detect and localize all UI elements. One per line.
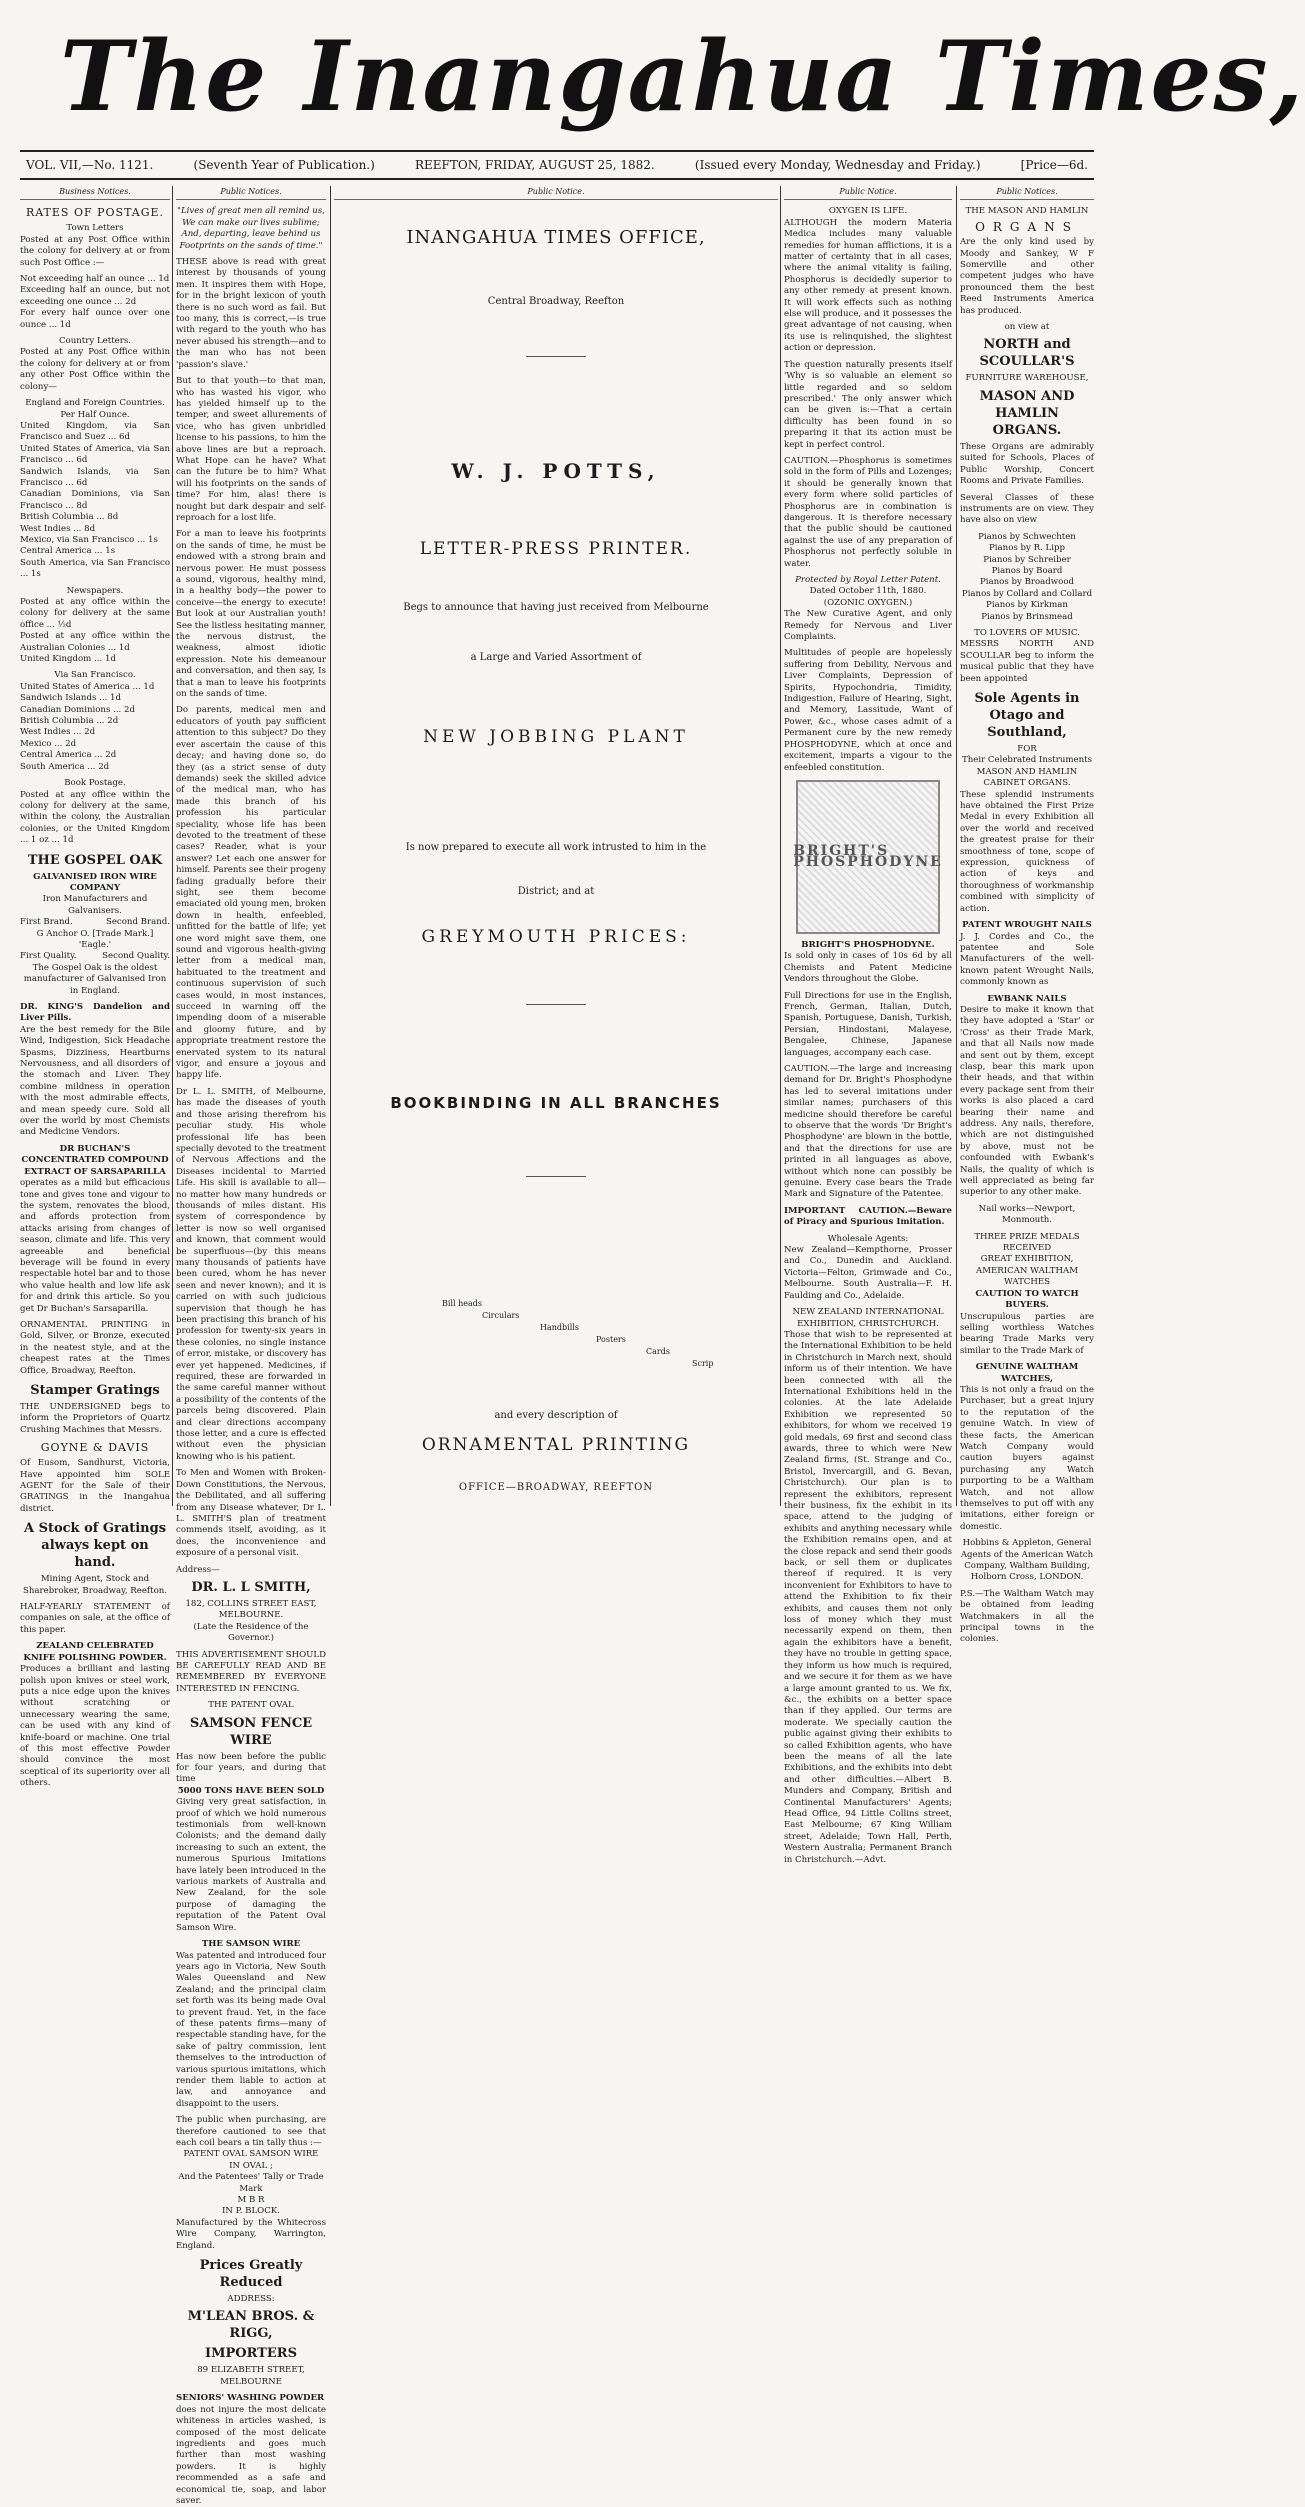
bookbinding-heading: BOOKBINDING IN ALL BRANCHES xyxy=(390,1094,722,1112)
ad-name: GENUINE WALTHAM WATCHES, xyxy=(975,1362,1079,1384)
paragraph: MESSRS NORTH AND SCOULLAR beg to inform the musical public that they have been appointed xyxy=(960,639,1094,684)
paragraph: These Organs are admirably suited for Schools, Places of Public Worship, Concert Rooms and Private Families. xyxy=(960,441,1094,487)
ad-title: THREE PRIZE MEDALS RECEIVED xyxy=(974,1231,1080,1254)
divider xyxy=(526,356,586,357)
issue-date: REEFTON, FRIDAY, AUGUST 25, 1882. xyxy=(414,158,655,172)
service-item: Bill heads xyxy=(442,1299,482,1308)
paragraph: The New Curative Agent, and only Remedy for Nervous and Liver Complaints. xyxy=(784,609,952,643)
ad-title: PATENT WROUGHT NAILS xyxy=(962,920,1092,931)
rate-row: Mexico ... 2d xyxy=(20,738,77,749)
ad-highlight: Sole Agents in Otago and Southland, xyxy=(974,691,1080,740)
divider xyxy=(526,1176,586,1177)
paragraph: New Zealand—Kempthorne, Prosser and Co., Dunedin and Auckland. Victoria—Felton, Grimwade and Co., Melbourne. South Australia—F. H. Faulding and Co., Adelaide. xyxy=(784,1245,952,1301)
column-phosphodyne xyxy=(784,186,952,1865)
column-rule xyxy=(172,186,173,1506)
dateline-bar xyxy=(20,150,1094,180)
rate-row: Canadian Dominions ... 2d xyxy=(20,704,135,715)
paragraph: Was patented and introduced four years ago in Victoria, New South Wales Queensland and New Zealand; and the principal claim set forth was its being made Oval to prevent fraud. Yet, in the face of these patents firms—many of respectable standing have, for the sake of paltry commission, lent themselves to the introduction of various spurious imitations, which render them liable to action at law, and annoyance and disappoint to the users. xyxy=(176,1950,326,2109)
paragraph: For a man to leave his footprints on the sands of time, he must be endowed with a strong brain and nervous power. He must possess a sound, vigorous, healthy mind, in a healthy body—the power to conceive—the energy to execute! But look at our Australian youth! See the listless hesitating manner, the nervous distrust, the weakness, almost idiotic expression. Note his demeanour and conversation, and then say, Is that a man to leave his footprints on the sands of time. xyxy=(176,529,326,700)
ad-name: GOYNE & DAVIS xyxy=(40,1441,150,1455)
piano-item: Pianos by R. Lipp xyxy=(989,543,1065,554)
rate-row: West Indies ... 2d xyxy=(20,727,96,738)
ad-name: NORTH and SCOULLAR'S xyxy=(979,337,1075,370)
issue-schedule: (Issued every Monday, Wednesday and Friday.) xyxy=(694,158,981,172)
column-public-notices xyxy=(176,186,326,2506)
paragraph: The Gospel Oak is the oldest manufacturer of Galvanised Iron in England. xyxy=(23,962,167,996)
paragraph: The public when purchasing, are therefore cautioned to see that each coil bears a tin tally thus :— xyxy=(176,2115,326,2148)
paragraph: THE UNDERSIGNED begs to inform the Proprietors of Quartz Crushing Machines that Messrs. xyxy=(20,1402,170,1435)
subheading: Via San Francisco. xyxy=(54,670,136,681)
column-header: Public Notice. xyxy=(334,186,778,200)
rate-row: Not exceeding half an ounce ... 1d xyxy=(20,274,170,285)
column-organs xyxy=(960,186,1094,1645)
tally-line: M B R xyxy=(237,2195,265,2206)
paragraph: THESE above is read with great interest by thousands of young men. It inspires them with Hope, for in the bright lexicon of youth there is no such word as fail. But too many, this is correct,—is true with regard to the youth who has never abused his strength—and to the man who has not been 'passion's slave.' xyxy=(176,257,326,370)
column-business-notices xyxy=(20,186,170,1789)
rate-row: United States of America ... 1d xyxy=(20,681,155,692)
paragraph: Do parents, medical men and educators of youth pay sufficient attention to this subject? Do they ever ascertain the cause of this decay; and having done so, do they (as a strict sense of duty demands) seek the skilled advice of the medical man, who has made this branch of his profession his particular speciality, whose life has been devoted to the treatment of these cases? Reader, what is your answer? Let each one answer for himself. Parents see their progeny fading gradually before their sight, see them become emaciated old young men, broken down in health, enfeebled, unfitted for the battle of life; yet one word might save them, one sound and vigorous health-giving letter from a medical man, habituated to the treatment and continuous supervision of such cases would, in most instances, succeed in warning off the impending doom of a miserable and gloomy future, and by appropriate treatment restore the enervated system to its natural vigor, and ensure a joyous and happy life. xyxy=(176,705,326,1081)
ad-highlight: Prices Greatly Reduced xyxy=(199,2258,303,2291)
column-header: Public Notices. xyxy=(176,186,326,200)
ad-title: NEW ZEALAND INTERNATIONAL EXHIBITION, CHRISTCHURCH. xyxy=(792,1307,944,1329)
piano-item: Pianos by Schwechten xyxy=(978,531,1076,542)
paragraph: Posted at any office within the colony for delivery at the same, within the colony, the Australian colonies, or the United Kingdom ... 1 oz ... 1d xyxy=(20,789,170,846)
publication-year: (Seventh Year of Publication.) xyxy=(193,158,375,172)
announcement: Begs to announce that having just received from Melbourne xyxy=(403,602,709,613)
ad-title: THE SAMSON WIRE xyxy=(201,1939,301,1950)
ad-subtitle: FURNITURE WAREHOUSE, xyxy=(965,373,1089,384)
ad-title: Stamper Gratings xyxy=(30,1383,160,1398)
ad-name: M'LEAN BROS. & RIGG, xyxy=(187,2309,315,2342)
rate-row: South America ... 2d xyxy=(20,761,110,772)
column-rule xyxy=(780,186,781,1506)
ad-title: AMERICAN WALTHAM WATCHES xyxy=(975,1265,1079,1288)
paragraph: The question naturally presents itself 'Why is so valuable an element so little regarded and so seldom prescribed.' The only answer which can be given is:—That a certain difficulty has been found in so preparing it that its action must be kept in perfect control. xyxy=(784,359,952,450)
paragraph: Those that wish to be represented at the International Exhibition to be held in Christchurch in March next, should inform us of their intention. We have been connected with all the International Exhibitions held in the colonies. At the late Adelaide Exhibition we represented 50 exhibitors, for whom we received 19 gold medals, 69 first and second class awards, three to which were New Zealand firms, (St. Strange and Co., Bristol, Invercargill, and G. Bevan, Christchurch). Our plan is to represent the exhibitors, represent their business, fix the exhibit in its space, attend to the judging of exhibits and anything necessary while the Exhibition remains open, and at the close repack and send their goods back, or sell them or duplicates thereof if required. It is very inconvenient for Exhibitors to have to attend the Exhibition to fix their exhibits, and causes them not only loss of money which they must necessarily expend on them, then again the exhibitors have a benefit, they have no trouble in getting space, they inform us how much is required, and we secure it for them as we have a large amount granted to us. We fix, &c., the exhibits on a better space than if they applied. Our terms are moderate. We specially caution the public against giving their exhibits to so called Exhibition agents, who have been the means of all the late Exhibitions, and the exhibits into debt and other difficulties.—Albert B. Munders and Company, British and Continental Manufacturers' Agents; Head Office, 94 Little Collins street, East Melbourne; 67 King William street, Adelaide; Town Hall, Perth, Western Australia; Permanent Branch in Christchurch.—Advt. xyxy=(784,1329,952,1865)
patent-subtitle: (OZONIC OXYGEN.) xyxy=(823,597,913,608)
paragraph: Is sold only in cases of 10s 6d by all Chemists and Patent Medicine Vendors throughout the Globe. xyxy=(784,951,952,985)
address-label: ADDRESS: xyxy=(227,2294,275,2305)
office-heading: INANGAHUA TIMES OFFICE, xyxy=(406,227,706,248)
rate-row: United Kingdom, via San Francisco and Suez ... 6d xyxy=(20,420,170,443)
volume-number: VOL. VII,—No. 1121. xyxy=(26,158,154,172)
quality-label: First Quality. xyxy=(20,951,77,962)
rate-row: West Indies ... 8d xyxy=(20,523,96,534)
column-header: Public Notice. xyxy=(784,186,952,200)
column-rule xyxy=(956,186,957,1506)
ad-title: MASON AND HAMLIN ORGANS. xyxy=(979,388,1075,438)
announcement: a Large and Varied Assortment of xyxy=(470,652,642,663)
service-item: Circulars xyxy=(482,1311,520,1320)
paragraph: Desire to make it known that they have adopted a 'Star' or 'Cross' as their Trade Mark, and that all Nails now made and sent out by them, except clasp, bear this mark upon their heads, and that within every package sent from their works is also placed a card bearing their name and address. Any nails, therefore, which are not distinguished by above, must not be confounded with Ewbank's Nails, the quality of which is well appreciated as being far superior to any other make. xyxy=(960,1004,1094,1198)
divider xyxy=(526,1004,586,1005)
rate-row: Posted at any office within the colony for delivery at the same office ... ½d xyxy=(20,597,170,630)
paragraph: Produces a brilliant and lasting polish upon knives or steel work, puts a nice edge upon the knives without scratching or unnecessary wearing the same, can be used with any kind of knife-board or machine. One trial of this most effective Powder should convince the most sceptical of its superiority over all others. xyxy=(20,1664,170,1789)
masthead-title: The Inangahua Times, xyxy=(60,20,1305,133)
paragraph: Posted at any Post Office within the colony for delivery at or from any other Post Office within the colony— xyxy=(20,347,170,392)
tally-line: IN OVAL ; xyxy=(229,2160,273,2171)
ad-subtitle: GREAT EXHIBITION, xyxy=(980,1254,1074,1265)
paragraph: does not injure the most delicate whiteness in articles washed, is composed of the most delicate ingredients and goes much further than most washing powders. It is highly recommended as a safe and economical tie, soap, and labor saver. xyxy=(176,2404,326,2506)
announcement: Is now prepared to execute all work intrusted to him in the xyxy=(405,842,707,853)
ad-title: TO LOVERS OF MUSIC. xyxy=(974,627,1080,638)
paragraph: Unscrupulous parties are selling worthless Watches bearing Trade Marks very similar to the Trade Mark of xyxy=(960,1311,1094,1356)
postage-title: RATES OF POSTAGE. xyxy=(25,206,165,220)
rate-row: British Columbia ... 8d xyxy=(20,512,119,523)
paragraph: Mining Agent, Stock and Sharebroker, Broadway, Reefton. xyxy=(22,1574,168,1596)
rate-row: Sandwich Islands, via San Francisco ... 6d xyxy=(20,466,170,488)
paragraph: HALF-YEARLY STATEMENT of companies on sale, at the office of this paper. xyxy=(20,1602,170,1635)
printer-name: W. J. POTTS, xyxy=(451,459,661,483)
service-item: Posters xyxy=(596,1335,626,1344)
paragraph: These splendid instruments have obtained the First Prize Medal in every Exhibition all over the world and received the greatest praise for their smoothness of tone, scope of expression, quickness of action of keys and thoroughness of workmanship combined with simplicity of action. xyxy=(960,789,1094,914)
column-rule xyxy=(330,186,331,1506)
service-item: Scrip xyxy=(692,1359,714,1368)
paragraph: Are the only kind used by Moody and Sankey, W F Somerville and other competent judges who have pronounced them the best Reed Instruments America has produced. xyxy=(960,237,1094,316)
piano-item: Pianos by Broadwood xyxy=(979,577,1075,588)
rate-row: British Columbia ... 2d xyxy=(20,716,119,727)
price: [Price—6d. xyxy=(1020,158,1088,172)
ad-title: DR BUCHAN'S CONCENTRATED COMPOUND EXTRACT OF SARSAPARILLA xyxy=(21,1143,169,1177)
rate-row: Mexico, via San Francisco ... 1s xyxy=(20,534,158,545)
note: Nail works—Newport, Monmouth. xyxy=(978,1203,1076,1226)
office-location: Central Broadway, Reefton xyxy=(487,296,625,307)
address-label: Address— xyxy=(176,1564,220,1575)
note: (Late the Residence of the Governor.) xyxy=(193,1621,309,1644)
quality-label: Second Quality. xyxy=(102,951,170,962)
ad-title: ZEALAND CELEBRATED KNIFE POLISHING POWDER. xyxy=(23,1641,167,1663)
rate-row: Posted at any office within the Australian Colonies ... 1d xyxy=(20,631,170,653)
paragraph: Has now been before the public for four years, and during that time xyxy=(176,1751,326,1785)
ornamental-heading: ORNAMENTAL PRINTING xyxy=(421,1435,691,1455)
ad-title: SENIORS' WASHING POWDER xyxy=(176,2393,325,2404)
rate-row: Central America ... 1s xyxy=(20,546,116,557)
rate-row: United States of America, via San Francisco ... 6d xyxy=(20,443,170,466)
paragraph: operates as a mild but efficacious tone and gives tone and vigour to the system, renovates the blood, and affords protection from attacks arising from changes of season, climate and life. This very agreeable and beneficial beverage will be found in every respectable hotel bar and to those who value health and low life ask for and drink this article. So you get Dr Buchan's Sarsaparilla. xyxy=(20,1178,170,1314)
ad-subtitle: THE PATENT OVAL xyxy=(208,1700,294,1711)
rate-row: Central America ... 2d xyxy=(20,750,117,761)
ad-subtitle: Their Celebrated Instruments xyxy=(961,755,1092,766)
piano-item: Pianos by Collard and Collard xyxy=(961,588,1093,599)
brand-label: First Brand. xyxy=(20,917,73,928)
ad-name: EWBANK NAILS xyxy=(987,993,1067,1004)
ad-highlight: 5000 TONS HAVE BEEN SOLD xyxy=(177,1785,325,1796)
piano-item: Pianos by Board xyxy=(991,565,1063,576)
ad-title: SAMSON FENCE WIRE xyxy=(189,1715,313,1748)
subheading: Book Postage. xyxy=(64,778,126,789)
subheading: England and Foreign Countries. xyxy=(25,398,165,409)
paragraph: Dr L. L. SMITH, of Melbourne, has made the diseases of youth and those arising therefrom his peculiar study. His whole professional life has been specially devoted to the treatment of Nervous Affections and the Diseases incidental to Married Life. His skill is available to all—no matter how many hundreds or thousands of miles distant. His system of correspondence by letter is now so well organised and known, that comment would be superfluous—(by this means many thousands of patients have been cured, whom he has never seen and never known); and it is carried on with such judicious supervision that though he has been practising this branch of his profession for twenty-six years in these colonies, no single instance of error, mistake, or discovery has ever yet happened. Medicines, if required, these are forwarded in the same careful manner without a possibility of the contents of the parcels being discovered. Plain and clear directions accompany those letter, and a cure is effected without even the physician knowing who is his patient. xyxy=(176,1086,326,1462)
tally-line: IN P. BLOCK. xyxy=(222,2206,280,2217)
office-footer: OFFICE—BROADWAY, REEFTON xyxy=(458,1482,654,1493)
paragraph: To Men and Women with Broken-Down Constitutions, the Nervous, the Debilitated, and all suffering from any Disease whatever, Dr L. L. SMITH'S plan of treatment commends itself, avoiding, as it does, the inconvenience and exposure of a personal visit. xyxy=(176,1468,326,1559)
rate-row: Exceeding half an ounce, but not exceeding one ounce ... 2d xyxy=(20,285,170,307)
paragraph: This is not only a fraud on the Purchaser, but a great injury to the reputation of the genuine Watch. In view of these facts, the American Watch Company would caution buyers against purchasing any Watch purporting to be a Waltham Watch, and not allow themselves to put off with any imitations, either foreign or domestic. xyxy=(960,1384,1094,1532)
ad-title: ORGANS xyxy=(975,219,1079,234)
rate-row: For every half ounce over one ounce ... 1d xyxy=(20,308,170,330)
piano-item: Pianos by Brinsmead xyxy=(981,611,1073,622)
address: 89 ELIZABETH STREET, MELBOURNE xyxy=(197,2365,305,2387)
paragraph: Posted at any Post Office within the colony for delivery at or from such Post Office :— xyxy=(20,234,170,268)
ad-title: THE GOSPEL OAK xyxy=(27,852,163,868)
ad-title: CAUTION TO WATCH BUYERS. xyxy=(975,1288,1079,1311)
ad-title: A Stock of Gratings always kept on hand. xyxy=(23,1521,167,1571)
column-printing-office-ad xyxy=(334,186,778,1506)
ad-name: DR. L. L SMITH, xyxy=(191,1579,311,1595)
patent-note: Protected by Royal Letter Patent. xyxy=(795,575,941,585)
rate-row: Canadian Dominions, via San Francisco ... 8d xyxy=(20,489,170,511)
service-item: Handbills xyxy=(540,1323,579,1332)
paragraph: P.S.—The Waltham Watch may be obtained from leading Watchmakers in all the principal towns in the colonies. xyxy=(960,1588,1094,1645)
piano-item: Pianos by Kirkman xyxy=(986,600,1068,611)
subheading: Country Letters. xyxy=(58,336,131,347)
paragraph: ORNAMENTAL PRINTING in Gold, Silver, or Bronze, executed in the neatest style, and at the cheapest rates at the Times Office, Broadway, Reefton. xyxy=(20,1319,170,1376)
prices-heading: GREYMOUTH PRICES: xyxy=(421,927,691,947)
column-header: Business Notices. xyxy=(20,186,170,200)
paragraph: Full Directions for use in the English, French, German, Italian, Dutch, Spanish, Portuguese, Danish, Turkish, Persian, Hindostani, Malayese, Bengalee, Chinese, Japanese languages, accompany each case. xyxy=(784,990,952,1058)
piano-item: Pianos by Schreiber xyxy=(983,554,1071,565)
paragraph: Of Eusom, Sandhurst, Victoria, Have appointed him SOLE AGENT for the Sale of their GRATINGS in the Inangahua district. xyxy=(20,1458,170,1514)
brand-label: Second Brand. xyxy=(105,917,170,928)
ad-subtitle: GALVANISED IRON WIRE COMPANY xyxy=(33,871,157,893)
ad-subtitle: Iron Manufacturers and Galvanisers. xyxy=(42,894,148,916)
ad-title: BRIGHT'S PHOSPHODYNE. xyxy=(801,939,935,950)
paragraph: Several Classes of these instruments are on view. They have also on view xyxy=(960,492,1094,526)
paragraph: IMPORTANT CAUTION.—Beware of Piracy and Spurious Imitation. xyxy=(784,1205,952,1228)
trade-mark-stamp: BRIGHT'S PHOSPHODYNE xyxy=(796,780,940,934)
printer-trade: LETTER-PRESS PRINTER. xyxy=(419,539,693,559)
paragraph: But to that youth—to that man, who has wasted his vigor, who has yielded himself up to the temper, and sweet allurements of vice, who has given unbridled license to his passions, to him the above lines are but a reproach. What Hope can he have? What can the future be to him? What will his footprints on the sands of time? For him, alas! there is nought but dark despair and self-reproach for a lost life. xyxy=(176,376,326,523)
subheading: Per Half Ounce. xyxy=(60,409,130,420)
paragraph: CAUTION.—The large and increasing demand for Dr. Bright's Phosphodyne has led to several imitations under similar names; purchasers of this medicine should therefore be careful to observe that the words 'Dr Bright's Phosphodyne' are blown in the bottle, and that the directions for use are printed in all languages as above, without which none can possibly be genuine. Every case bears the Trade Mark and Signature of the Patentee. xyxy=(784,1063,952,1200)
announcement: District; and at xyxy=(517,886,595,897)
paragraph: Multitudes of people are hopelessly suffering from Debility, Nervous and Liver Complaints, Depression of Spirits, Hypochondria, Timidity, Indigestion, Failure of Hearing, Sight, and Memory, Lassitude, Want of Power, &c., whose cases admit of a Permanent cure by the new remedy PHOSPHODYNE, which at once and excitement, imparts a vigour to the enfeebled constitution. xyxy=(784,648,952,773)
verse: "Lives of great men all remind us, We can make our lives sublime; And, departing, leave behind us Footprints on the sands of time." xyxy=(177,206,325,251)
paragraph: J. J. Cordes and Co., the patentee and Sole Manufacturers of the well-known patent Wrought Nails, commonly known as xyxy=(960,931,1094,988)
rate-row: South America, via San Francisco ... 1s xyxy=(20,557,170,580)
plant-heading: NEW JOBBING PLANT xyxy=(423,727,689,747)
ad-title: MASON AND HAMLIN CABINET ORGANS. xyxy=(976,766,1078,789)
paragraph: CAUTION.—Phosphorus is sometimes sold in the form of Pills and Lozenges; it should be generally known that every form where solid particles of Phosphorus are in combination is dangerous. It is therefore necessary that the public should be cautioned against the use of any preparation of Phosphorus not perfectly soluble in water. xyxy=(784,455,952,569)
ad-title: OXYGEN IS LIFE. xyxy=(828,206,908,217)
tally-line: PATENT OVAL SAMSON WIRE xyxy=(183,2149,319,2160)
subheading: Wholesale Agents: xyxy=(827,1233,909,1244)
paragraph: Are the best remedy for the Bile Wind, Indigestion, Sick Headache Spasms, Dizziness, Heartburns Nervousness, and all disorders of the stomach and Liver. They combine mildness in operation with the most admirable effects, and mean speedy cure. Sold all over the world by most Chemists and Medicine Vendors. xyxy=(20,1024,170,1138)
rate-row: United Kingdom ... 1d xyxy=(20,654,116,665)
ad-title: THE MASON AND HAMLIN xyxy=(965,206,1089,217)
paragraph: THIS ADVERTISEMENT SHOULD BE CAREFULLY READ AND BE REMEMBERED BY EVERYONE INTERESTED IN FENCING. xyxy=(176,1649,326,1694)
paragraph: Hobbins & Appleton, General Agents of the American Watch Company, Waltham Building, Holborn Cross, LONDON. xyxy=(960,1538,1094,1583)
paragraph: Giving very great satisfaction, in proof of which we hold numerous testimonials from well-known Colonists; and the demand daily increasing to such an extent, the numerous Spurious Imitations have lately been introduced in the various markets of Australia and New Zealand, for the sole purpose of damaging the reputation of the Patent Oval Samson Wire. xyxy=(176,1797,326,1933)
note: on view at xyxy=(1004,322,1050,333)
subheading: Newspapers. xyxy=(66,585,124,596)
trade-mark: G Anchor O. [Trade Mark.] 'Eagle.' xyxy=(36,928,154,950)
announcement: and every description of xyxy=(494,1410,618,1421)
ad-title: IMPORTERS xyxy=(205,2346,297,2362)
address: 182, COLLINS STREET EAST, MELBOURNE. xyxy=(185,1598,317,1621)
patent-date: Dated October 11th, 1880. xyxy=(809,586,927,597)
note: FOR xyxy=(1017,744,1037,754)
subheading: Town Letters xyxy=(66,223,124,234)
ad-title: DR. KING'S Dandelion and Liver Pills. xyxy=(20,1002,170,1024)
column-header: Public Notices. xyxy=(960,186,1094,200)
paragraph: ALTHOUGH the modern Materia Medica includes many valuable remedies for human afflictions, it is a matter of certainty that in all cases, where the animal vitality is failing, Phosphorus is decidedly superior to any other remedy at present known. It will work effects such as nothing else will produce, and it possesses the great advantage of not causing, when its use is relinquished, the slightest action or depression. xyxy=(784,217,952,354)
service-item: Cards xyxy=(646,1347,670,1356)
rate-row: Sandwich Islands ... 1d xyxy=(20,693,121,704)
tally-line: And the Patentees' Tally or Trade Mark xyxy=(178,2172,324,2194)
paragraph: Manufactured by the Whitecross Wire Company, Warrington, England. xyxy=(176,2217,326,2251)
